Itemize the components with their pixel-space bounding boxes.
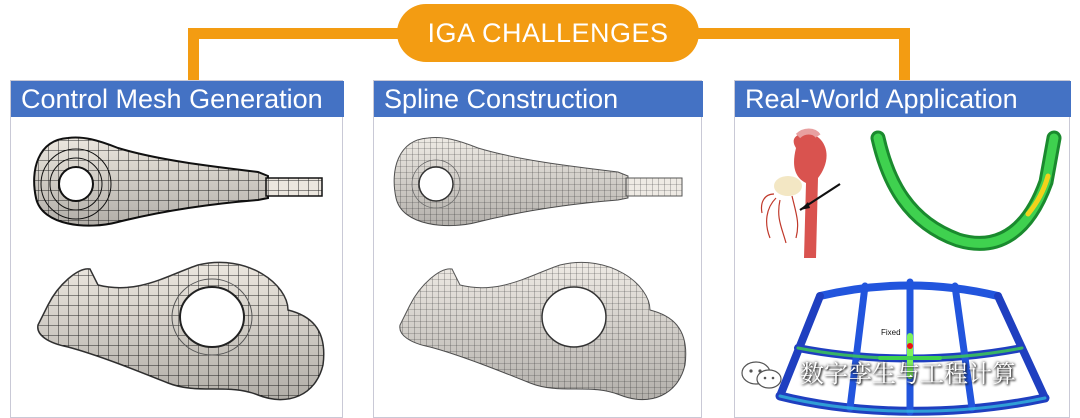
curved-beam-result — [868, 132, 1068, 257]
fixed-label: Fixed — [881, 328, 901, 337]
page-title: IGA CHALLENGES — [397, 4, 699, 62]
panel-title-control-mesh: Control Mesh Generation — [11, 81, 344, 117]
spline-rod — [388, 130, 688, 240]
aorta-illustration — [756, 128, 846, 258]
spline-rocker-arm — [390, 255, 695, 410]
panel-title-real-world-application: Real-World Application — [735, 81, 1071, 117]
panel-title-spline-construction: Spline Construction — [374, 81, 703, 117]
watermark-text: 数字孪生与工程计算 — [800, 360, 1016, 388]
wechat-icon — [740, 360, 784, 390]
control-mesh-rocker-arm — [28, 255, 333, 410]
lattice-frame-result — [760, 276, 1060, 416]
control-mesh-rod — [28, 130, 328, 240]
